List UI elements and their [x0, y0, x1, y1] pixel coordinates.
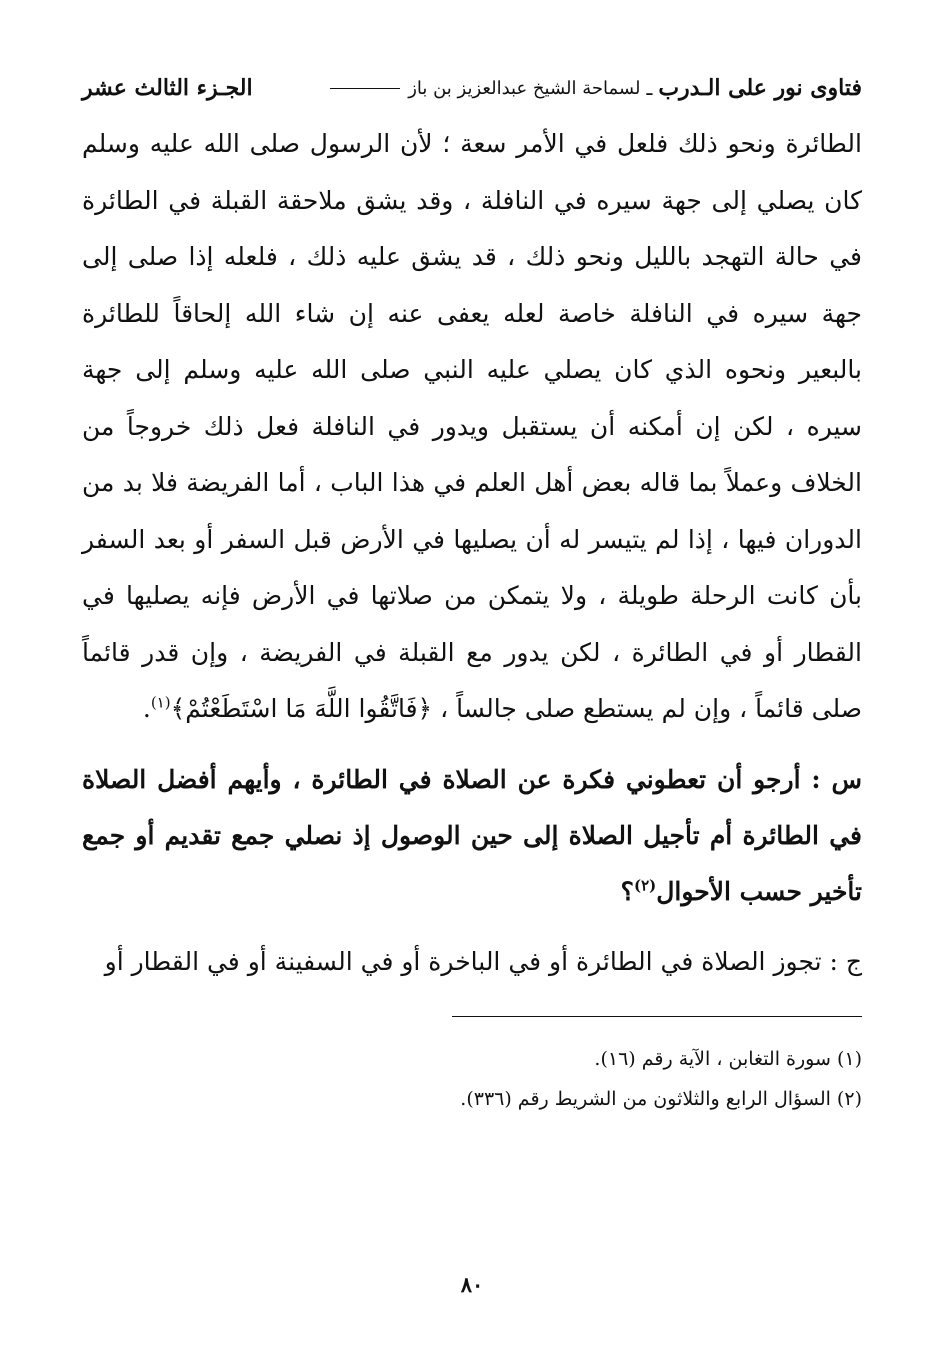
answer-paragraph	[82, 934, 862, 990]
volume-label: الجـزء الثالث عشر	[82, 75, 253, 101]
author-name: لسماحة الشيخ عبدالعزيز بن باز	[408, 77, 641, 99]
header-title-group	[322, 75, 862, 101]
header-rule	[330, 88, 400, 89]
body-paragraph-end: .	[142, 694, 151, 723]
footnote-2: (٢) السؤال الرابع والثلاثون من الشريط رقم (٣٣٦).	[460, 1087, 862, 1110]
answer-text: ج : تجوز الصلاة في الطائرة أو في الباخرة أو في السفينة أو في القطار أو	[104, 946, 862, 976]
running-header	[82, 70, 862, 106]
page-number: ٨٠	[460, 1272, 484, 1297]
footnote-divider	[452, 1016, 862, 1017]
question-text: س : أرجو أن تعطوني فكرة عن الصلاة في الطائرة ، وأيهم أفضل الصلاة في الطائرة أم تأجيل الصلاة إلى حين الوصول إذ نصلي جمع تقديم أو جمع تأخير حسب الأحوال	[82, 764, 862, 906]
footnote-ref-1: (١)	[150, 693, 171, 712]
book-page	[82, 70, 862, 1340]
book-title: فتاوى نور على الـدرب	[658, 75, 862, 101]
body-paragraph-text: الطائرة ونحو ذلك فلعل في الأمر سعة ؛ لأن الرسول صلى الله عليه وسلم كان يصلي إلى جهة سيره في النافلة ، وقد يشق ملاحقة القبلة في الطائرة في حالة التهجد بالليل ونحو ذلك ، قد يشق عليه ذلك ، فلعله إذا صلى إلى جهة سيره في النافلة خاصة لعله يعفى عنه إن شاء الله إلحاقاً للطائرة بالبعير ونحوه الذي كان يصلي عليه النبي صلى الله عليه وسلم إلى جهة سيره ، لكن إن أمكنه أن يستقبل ويدور في النافلة فعل ذلك خروجاً من الخلاف وعملاً بما قاله بعض أهل العلم في هذا الباب ، أما الفريضة فلا بد من الدوران فيها ، إذا لم يتيسر له أن يصليها في الأرض قبل السفر أو بعد السفر بأن كانت الرحلة طويلة ، ولا يتمكن من صلاتها في الأرض فإنه يصليها في القطار أو في الطائرة ، لكن يدور مع القبلة في الفريضة ، وإن قدر قائماً صلى قائماً ، وإن لم يستطع صلى جالساً ، ﴿فَاتَّقُوا اللَّهَ مَا اسْتَطَعْتُمْ﴾	[82, 129, 862, 723]
footnote-ref-2: (٢)	[633, 876, 657, 895]
question-paragraph	[82, 752, 862, 920]
question-end: ؟	[620, 876, 634, 906]
header-dash: ـ	[646, 76, 653, 100]
body-paragraph	[82, 116, 862, 738]
footnotes	[82, 1039, 862, 1119]
footnote-1: (١) سورة التغابن ، الآية رقم (١٦).	[594, 1047, 862, 1070]
